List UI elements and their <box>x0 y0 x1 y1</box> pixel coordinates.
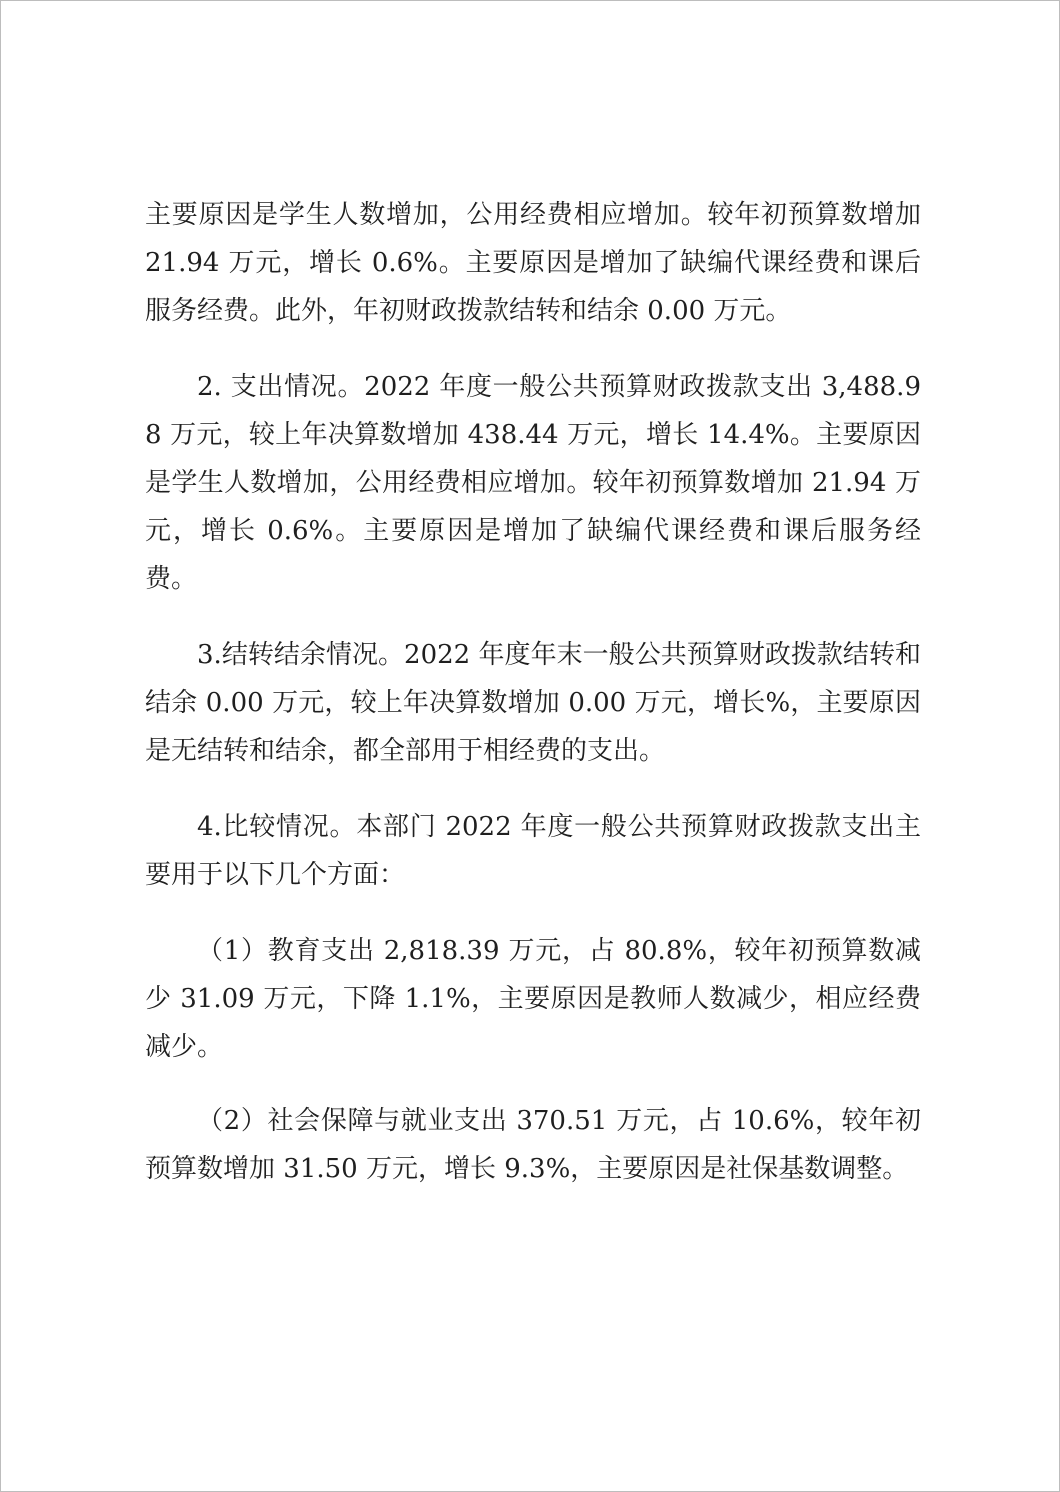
document-body <box>145 191 921 1219</box>
paragraph-education-spending: （1）教育支出 2,818.39 万元，占 80.8%，较年初预算数减少 31.09 万元，下降 1.1%，主要原因是教师人数减少，相应经费减少。 <box>145 936 921 1062</box>
paragraph-comparison: 4.比较情况。本部门 2022 年度一般公共预算财政拨款支出主要用于以下几个方面： <box>145 812 921 890</box>
paragraph-income-reason: 主要原因是学生人数增加，公用经费相应增加。较年初预算数增加 21.94 万元，增长 0.6%。主要原因是增加了缺编代课经费和课后服务经费。此外，年初财政拨款结转和结余 0.00 万元。 <box>145 200 921 326</box>
paragraph-social-security-spending: （2）社会保障与就业支出 370.51 万元，占 10.6%，较年初预算数增加 31.50 万元，增长 9.3%，主要原因是社保基数调整。 <box>145 1106 921 1184</box>
paragraph-carryover: 3.结转结余情况。2022 年度年末一般公共预算财政拨款结转和结余 0.00 万元，较上年决算数增加 0.00 万元，增长%，主要原因是无结转和结余，都全部用于相经费的支出。 <box>145 640 921 766</box>
paragraph-expenditure: 2. 支出情况。2022 年度一般公共预算财政拨款支出 3,488.98 万元，较上年决算数增加 438.44 万元，增长 14.4%。主要原因是学生人数增加，公用经费相应增加。较年初预算数增加 21.94 万元，增长 0.6%。主要原因是增加了缺编代课经费和课后服务经费。 <box>145 372 921 594</box>
